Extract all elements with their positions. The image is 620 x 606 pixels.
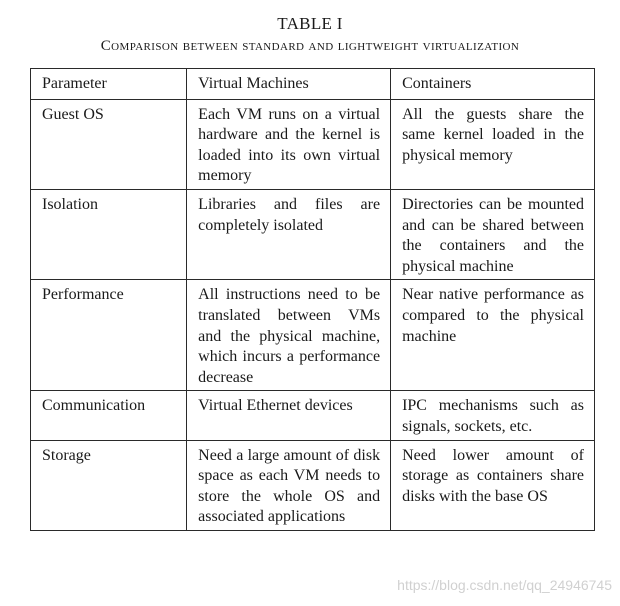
row-vm-cell: Virtual Ethernet devices: [187, 391, 391, 440]
row-parameter-cell: Storage: [31, 440, 187, 530]
row-vm-cell: All instructions need to be translated between VMs and the physical machine, which incurs a performance decrease: [187, 280, 391, 391]
row-containers-cell: All the guests share the same kernel loaded in the physical memory: [391, 99, 595, 189]
row-parameter-cell: Isolation: [31, 189, 187, 279]
row-containers-cell: Near native performance as compared to the physical machine: [391, 280, 595, 391]
table-row: [31, 189, 595, 279]
row-containers-cell: IPC mechanisms such as signals, sockets, etc.: [391, 391, 595, 440]
header-virtual-machines: Virtual Machines: [187, 69, 391, 100]
row-vm-cell: Each VM runs on a virtual hardware and the kernel is loaded into its own virtual memory: [187, 99, 391, 189]
table-row: [31, 99, 595, 189]
row-containers-cell: Need lower amount of storage as containers share disks with the base OS: [391, 440, 595, 530]
table-row: [31, 280, 595, 391]
comparison-table: [30, 68, 595, 531]
row-parameter-cell: Performance: [31, 280, 187, 391]
row-parameter-cell: Guest OS: [31, 99, 187, 189]
row-vm-cell: Need a large amount of disk space as each VM needs to store the whole OS and associated applications: [187, 440, 391, 530]
table-row: [31, 440, 595, 530]
table-row: [31, 391, 595, 440]
row-containers-cell: Directories can be mounted and can be shared between the containers and the physical machine: [391, 189, 595, 279]
table-caption: Comparison between standard and lightweight virtualization: [100, 38, 520, 54]
table-header-row: [31, 69, 595, 100]
header-containers: Containers: [391, 69, 595, 100]
row-parameter-cell: Communication: [31, 391, 187, 440]
table-label: TABLE I: [277, 14, 343, 33]
header-parameter: Parameter: [31, 69, 187, 100]
watermark: https://blog.csdn.net/qq_24946745: [397, 577, 612, 593]
row-vm-cell: Libraries and files are completely isolated: [187, 189, 391, 279]
